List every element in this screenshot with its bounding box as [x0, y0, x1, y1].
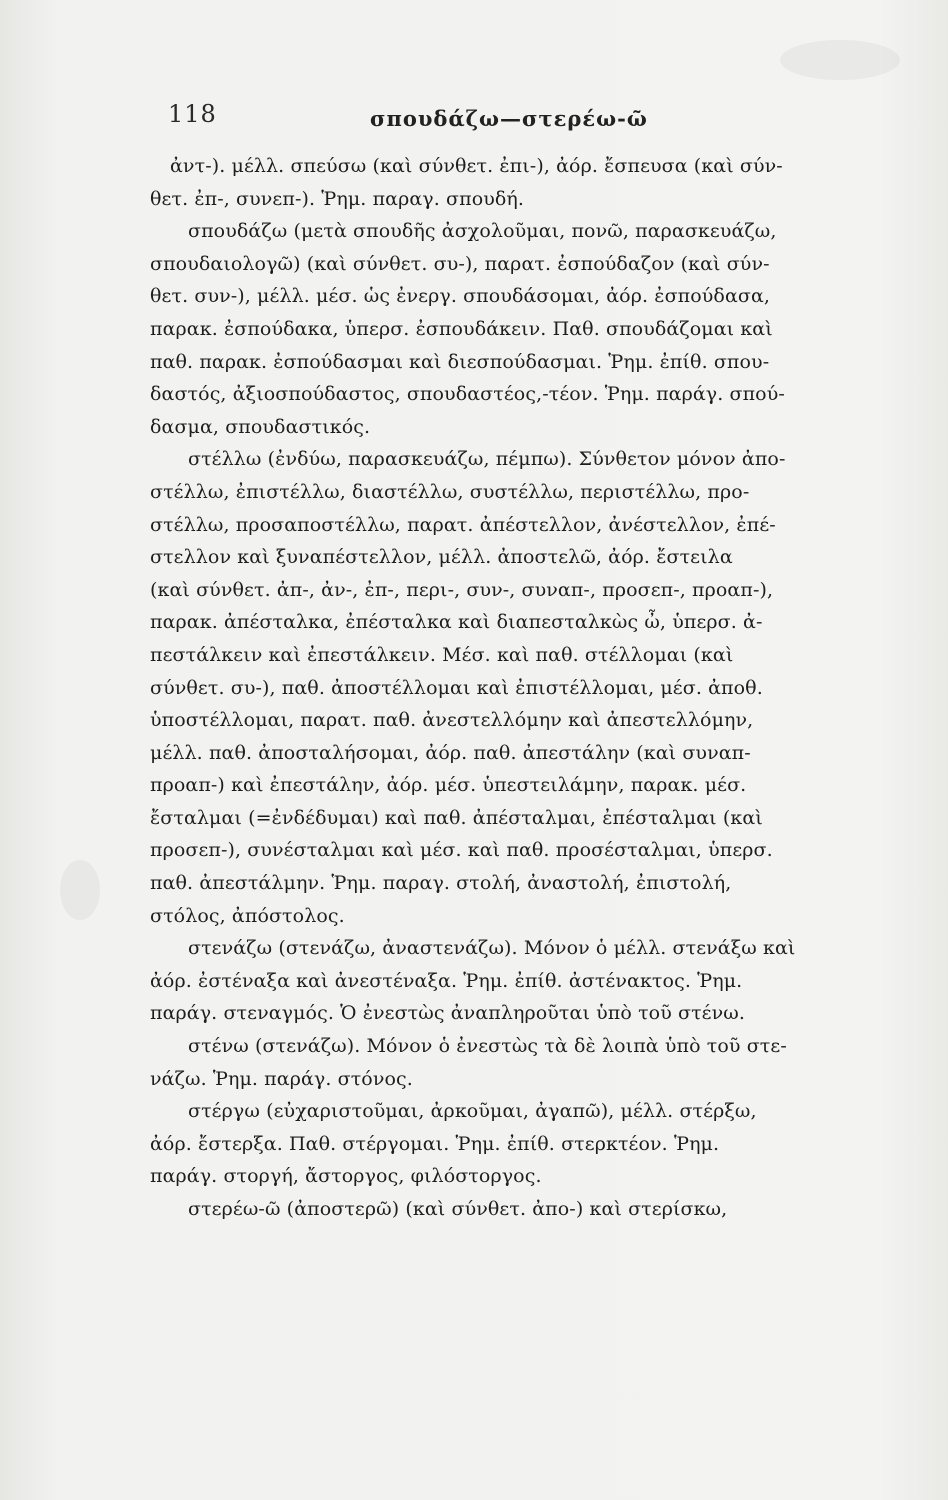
text-line: δασμα, σπουδαστικός. — [150, 415, 371, 438]
text-line: ἀόρ. ἔστερξα. Παθ. στέργομαι. Ῥημ. ἐπίθ. στερκτέον. Ῥημ. — [150, 1132, 720, 1155]
text-line: ἔσταλμαι (=ἐνδέδυμαι) καὶ παθ. ἀπέσταλμαι, ἐπέσταλμαι (καὶ — [150, 806, 763, 829]
entry-headword-line: σπουδάζω (μετὰ σπουδῆς ἀσχολοῦμαι, πονῶ, παρασκευάζω, — [188, 220, 777, 243]
text-line: ἀντ-). μέλλ. σπεύσω (καὶ σύνθετ. ἐπι-), ἀόρ. ἔσπευσα (καὶ σύν- — [170, 155, 783, 177]
entry-headword-line: στέλλω (ἐνδύω, παρασκευάζω, πέμπω). Σύνθετον μόνον ἀπο- — [188, 448, 786, 471]
dictionary-text — [150, 150, 880, 1226]
text-line: ἀόρ. ἐστέναξα καὶ ἀνεστέναξα. Ῥημ. ἐπίθ. ἀστένακτος. Ῥημ. — [150, 969, 743, 992]
text-line: παράγ. στοργή, ἄστοργος, φιλόστοργος. — [150, 1165, 542, 1188]
text-line: παρακ. ἐσπούδακα, ὑπερσ. ἐσπουδάκειν. Παθ. σπουδάζομαι καὶ — [150, 317, 773, 340]
entry-headword-line: στέργω (εὐχαριστοῦμαι, ἀρκοῦμαι, ἀγαπῶ), μέλλ. στέρξω, — [188, 1100, 757, 1123]
text-line: σύνθετ. συ-), παθ. ἀποστέλλομαι καὶ ἐπιστέλλομαι, μέσ. ἀποθ. — [150, 676, 763, 699]
text-line: παθ. ἀπεστάλμην. Ῥημ. παραγ. στολή, ἀναστολή, ἐπιστολή, — [150, 872, 732, 895]
text-line: παρακ. ἀπέσταλκα, ἐπέσταλκα καὶ διαπεσταλκὼς ὦ, ὑπερσ. ἀ- — [150, 611, 763, 634]
entry-headword-line: στερέω-ῶ (ἀποστερῶ) (καὶ σύνθετ. ἀπο-) καὶ στερίσκω, — [188, 1198, 728, 1220]
text-line: παθ. παρακ. ἐσπούδασμαι καὶ διεσπούδασμαι. Ῥημ. ἐπίθ. σπου- — [150, 350, 770, 373]
text-line: στελλον καὶ ξυναπέστελλον, μέλλ. ἀποστελῶ, ἀόρ. ἔστειλα — [150, 546, 733, 569]
text-line: ὑποστέλλομαι, παρατ. παθ. ἀνεστελλόμην καὶ ἀπεστελλόμην, — [150, 709, 754, 732]
text-line: προαπ-) καὶ ἐπεστάλην, ἀόρ. μέσ. ὑπεστειλάμην, παρακ. μέσ. — [150, 774, 747, 797]
text-line: σπουδαιολογῶ) (καὶ σύνθετ. συ-), παρατ. ἐσπούδαζον (καὶ σύν- — [150, 252, 770, 275]
text-line: στέλλω, ἐπιστέλλω, διαστέλλω, συστέλλω, περιστέλλω, προ- — [150, 480, 750, 503]
text-line: θετ. συν-), μέλλ. μέσ. ὡς ἐνεργ. σπουδάσομαι, ἀόρ. ἐσπούδασα, — [150, 285, 771, 308]
paper-stain — [60, 860, 100, 920]
text-line: προσεπ-), συνέσταλμαι καὶ μέσ. καὶ παθ. προσέσταλμαι, ὑπερσ. — [150, 839, 773, 862]
text-line: νάζω. Ῥημ. παράγ. στόνος. — [150, 1067, 413, 1090]
text-line: δαστός, ἀξιοσπούδαστος, σπουδαστέος,-τέον. Ῥημ. παράγ. σπού- — [150, 383, 785, 406]
entry-headword-line: στένω (στενάζω). Μόνον ὁ ἐνεστὼς τὰ δὲ λοιπὰ ὑπὸ τοῦ στε- — [188, 1035, 787, 1058]
page-number: 118 — [168, 100, 217, 128]
text-line: (καὶ σύνθετ. ἀπ-, ἀν-, ἐπ-, περι-, συν-, συναπ-, προσεπ-, προαπ-), — [150, 578, 774, 601]
entry-headword-line: στενάζω (στενάζω, ἀναστενάζω). Μόνον ὁ μέλλ. στενάξω καὶ — [188, 937, 796, 960]
text-line: παράγ. στεναγμός. Ὁ ἐνεστὼς ἀναπληροῦται ὑπὸ τοῦ στένω. — [150, 1002, 746, 1025]
text-line: στέλλω, προσαποστέλλω, παρατ. ἀπέστελλον, ἀνέστελλον, ἐπέ- — [150, 513, 776, 536]
text-line: πεστάλκειν καὶ ἐπεστάλκειν. Μέσ. καὶ παθ. στέλλομαι (καὶ — [150, 643, 734, 666]
page-header — [168, 100, 728, 134]
paper-stain — [780, 40, 900, 80]
text-line: στόλος, ἀπόστολος. — [150, 904, 345, 927]
text-line: θετ. ἐπ-, συνεπ-). Ῥημ. παραγ. σπουδή. — [150, 187, 525, 210]
running-title: σπουδάζω—στερέω-ῶ — [370, 106, 648, 131]
text-line: μέλλ. παθ. ἀποσταλήσομαι, ἀόρ. παθ. ἀπεστάλην (καὶ συναπ- — [150, 741, 751, 764]
